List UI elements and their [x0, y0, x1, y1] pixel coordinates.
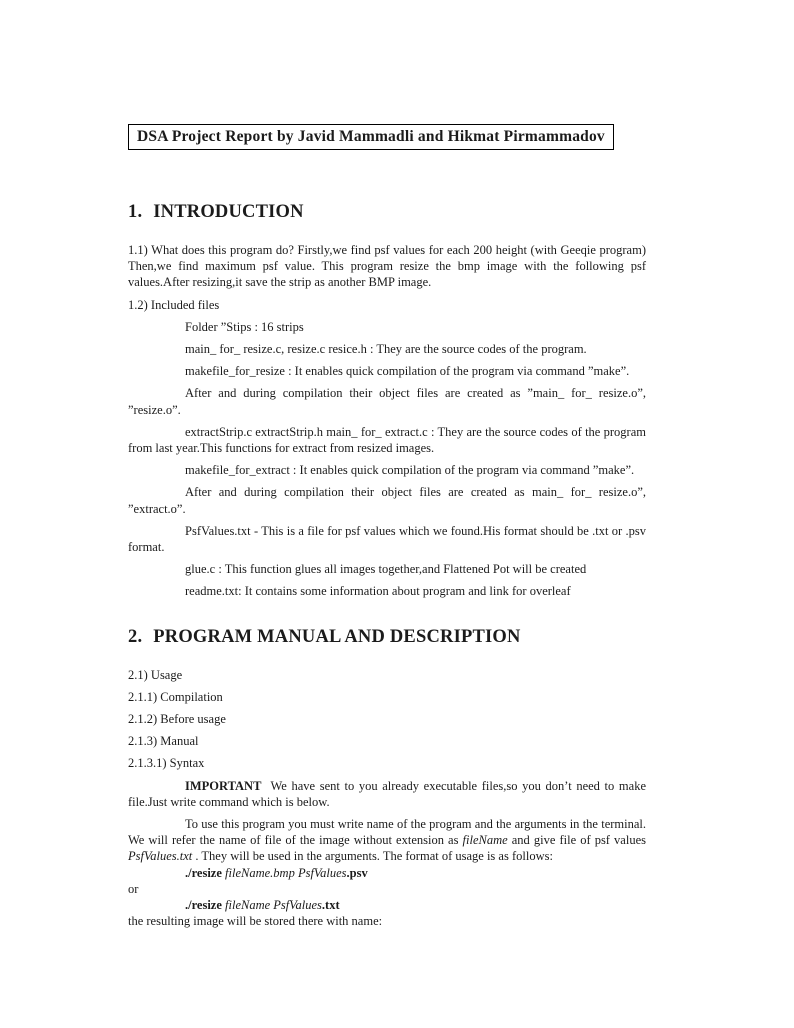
section-number: 1.: [128, 202, 143, 222]
command-line-txt: ./resize fileName PsfValues.txt: [185, 898, 340, 913]
list-item-object-files-resize: After and during compilation their object files are created as ”main_ for_ resize.o”, ”resize.o”.: [128, 386, 646, 417]
document-blocks: [128, 201, 646, 930]
paragraph-how-to-use: To use this program you must write name of the program and the arguments in the terminal. We will refer the name of file of the image without extension as fileName and give file of psf values PsfValues.txt . They will be used in the arguments. The format of usage is as follows:: [128, 817, 646, 864]
paragraph-included-files: 1.2) Included files: [128, 297, 220, 312]
section-title: INTRODUCTION: [153, 202, 304, 222]
section-title: PROGRAM MANUAL AND DESCRIPTION: [153, 626, 521, 647]
paragraph-important: IMPORTANT We have sent to you already executable files,so you don’t need to make file.Just write command which is below.: [128, 778, 646, 809]
subsection-compilation: 2.1.1) Compilation: [128, 689, 223, 704]
list-item-object-files-extract: After and during compilation their object files are created as main_ for_ resize.o”, ”extract.o”.: [128, 485, 646, 516]
subsection-manual: 2.1.3) Manual: [128, 734, 199, 749]
list-item-makefile-for-extract: makefile_for_extract : It enables quick compilation of the program via command ”make”.: [185, 463, 635, 478]
paragraph-resulting-image: the resulting image will be stored there with name:: [128, 914, 383, 929]
command-line-psv: ./resize fileName.bmp PsfValues.psv: [185, 865, 368, 880]
list-item-source-codes-resize: main_ for_ resize.c, resize.c resice.h : They are the source codes of the program.: [185, 342, 587, 357]
list-item-source-codes-extract: extractStrip.c extractStrip.h main_ for_ extract.c : They are the source codes of the program from last year.This functions for extract from resized images.: [128, 424, 646, 456]
section-heading: [128, 201, 646, 223]
report-title: DSA Project Report by Javid Mammadli and Hikmat Pirmammadov: [137, 128, 605, 145]
section-number: 2.: [128, 626, 143, 647]
or-connector: or: [128, 881, 139, 896]
list-item-readme-txt: readme.txt: It contains some information about program and link for overleaf: [185, 584, 571, 599]
report-title-box: [128, 124, 614, 150]
list-item-glue-c: glue.c : This function glues all images together,and Flattened Pot will be created: [185, 562, 587, 577]
paragraph-what-does-program-do: 1.1) What does this program do? Firstly,we find psf values for each 200 height (with Geeqie program) Then,we find maximum psf value. This program resize the bmp image with the following psf values.After resizing,it save the strip as another BMP image.: [128, 243, 646, 290]
subsection-usage: 2.1) Usage: [128, 667, 183, 682]
list-item-makefile-for-resize: makefile_for_resize : It enables quick compilation of the program via command ”make”.: [185, 364, 630, 379]
document-page: [128, 124, 646, 930]
subsection-before-usage: 2.1.2) Before usage: [128, 712, 226, 727]
subsection-syntax: 2.1.3.1) Syntax: [128, 756, 205, 771]
section-heading: [128, 626, 646, 648]
list-item-psfvalues-txt: PsfValues.txt - This is a file for psf values which we found.His format should be .txt or .psv format.: [128, 523, 646, 555]
list-item-folder-strips: Folder ”Stips : 16 strips: [185, 319, 304, 334]
